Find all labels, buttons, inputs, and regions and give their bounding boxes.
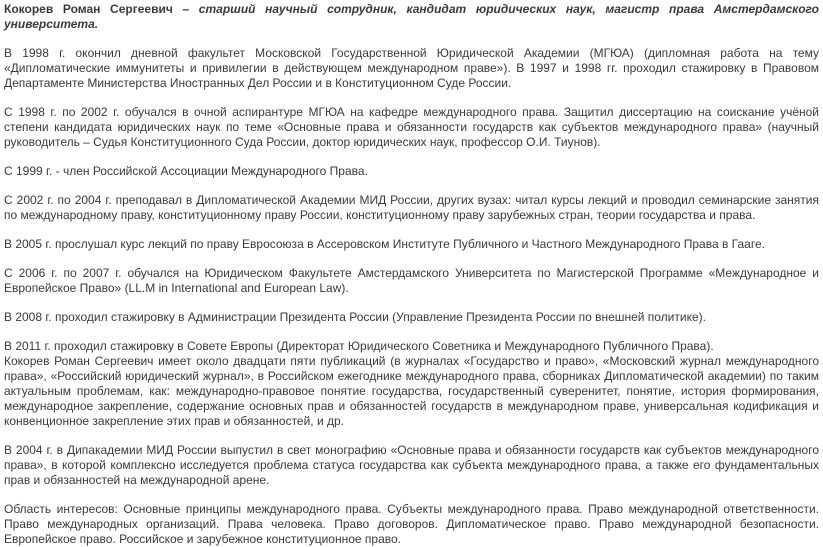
paragraph-council-of-europe: В 2011 г. проходил стажировку в Совете Европы (Директорат Юридического Советника и Международного Публичного Права). [4, 339, 714, 353]
paragraph-monograph: В 2004 г. в Дипакадемии МИД России выпустил в свет монографию «Основные права и обязанности государств как субъектов международного права», в которой комплексно исследуется проблема статуса государства как субъекта международного права, а также его фундаментальных прав и обязанностей на международной арене. [4, 443, 819, 487]
paragraph-amsterdam: С 2006 г. по 2007 г. обучался на Юридическом Факультете Амстердамского Университета по Магистерской Программе «Международное и Европейское Право» (LL.M in International and European Law). [4, 266, 819, 295]
paragraph-interests: Область интересов: Основные принципы международного права. Субъекты международного права. Право международной ответственности. Право международных организаций. Права человека. Право договоров. Дипломатическое право. Право международной безопасности. Европейское право. Российское и зарубежное конституционное право. [4, 502, 819, 546]
paragraph-postgraduate: С 1998 г. по 2002 г. обучался в очной аспирантуре МГЮА на кафедре международного права. Защитил диссертацию на соискание учёной степени кандидата юридических наук по теме «Основные права и обязанности государств как субъектов международного права» (научный руководитель – Судья Конституционного Суда России, доктор юридических наук, профессор О.И. Тиунов). [4, 105, 819, 149]
paragraph-education: В 1998 г. окончил дневной факультет Московской Государственной Юридической Академии (МГЮА) (дипломная работа на тему «Дипломатические иммунитеты и привилегии в действующем международном праве»). В 1997 и 1998 гг. проходил стажировку в Правовом Департаменте Министерства Иностранных Дел России и в Конституционном Суде России. [4, 46, 819, 90]
paragraph-association: С 1999 г. - член Российской Ассоциации Международного Права. [4, 164, 368, 178]
author-title: – старший научный сотрудник, кандидат юридических наук, магистр права Амстердамского университета. [4, 2, 819, 31]
paragraph-hague: В 2005 г. прослушал курс лекций по праву Евросоюза в Ассеровском Институте Публичного и Частного Международного Права в Гааге. [4, 237, 765, 251]
author-name: Кокорев Роман Сергеевич [4, 2, 173, 16]
paragraph-administration: В 2008 г. проходил стажировку в Администрации Президента России (Управление Президента России по внешней политике). [4, 310, 706, 324]
paragraph-teaching: С 2002 г. по 2004 г. преподавал в Дипломатической Академии МИД России, других вузах: читал курсы лекций и проводил семинарские занятия по международному праву, конституционному праву России, конституционному праву зарубежных стран, теории государства и права. [4, 193, 819, 222]
author-header [4, 2, 819, 32]
paragraph-publications: Кокорев Роман Сергеевич имеет около двадцати пяти публикаций (в журналах «Государство и право», «Московский журнал международного права», «Российский юридический журнал», в Российском ежегоднике международного права, сборниках Дипломатической академии) по таким актуальным проблемам, как: международно-правовое понятие государства, государственный суверенитет, понятие, история формирования, международное закрепление, содержание основных прав и обязанностей государств в международном праве, универсальная кодификация и конвенционное закрепление этих прав и обязанностей, и др. [4, 354, 819, 428]
